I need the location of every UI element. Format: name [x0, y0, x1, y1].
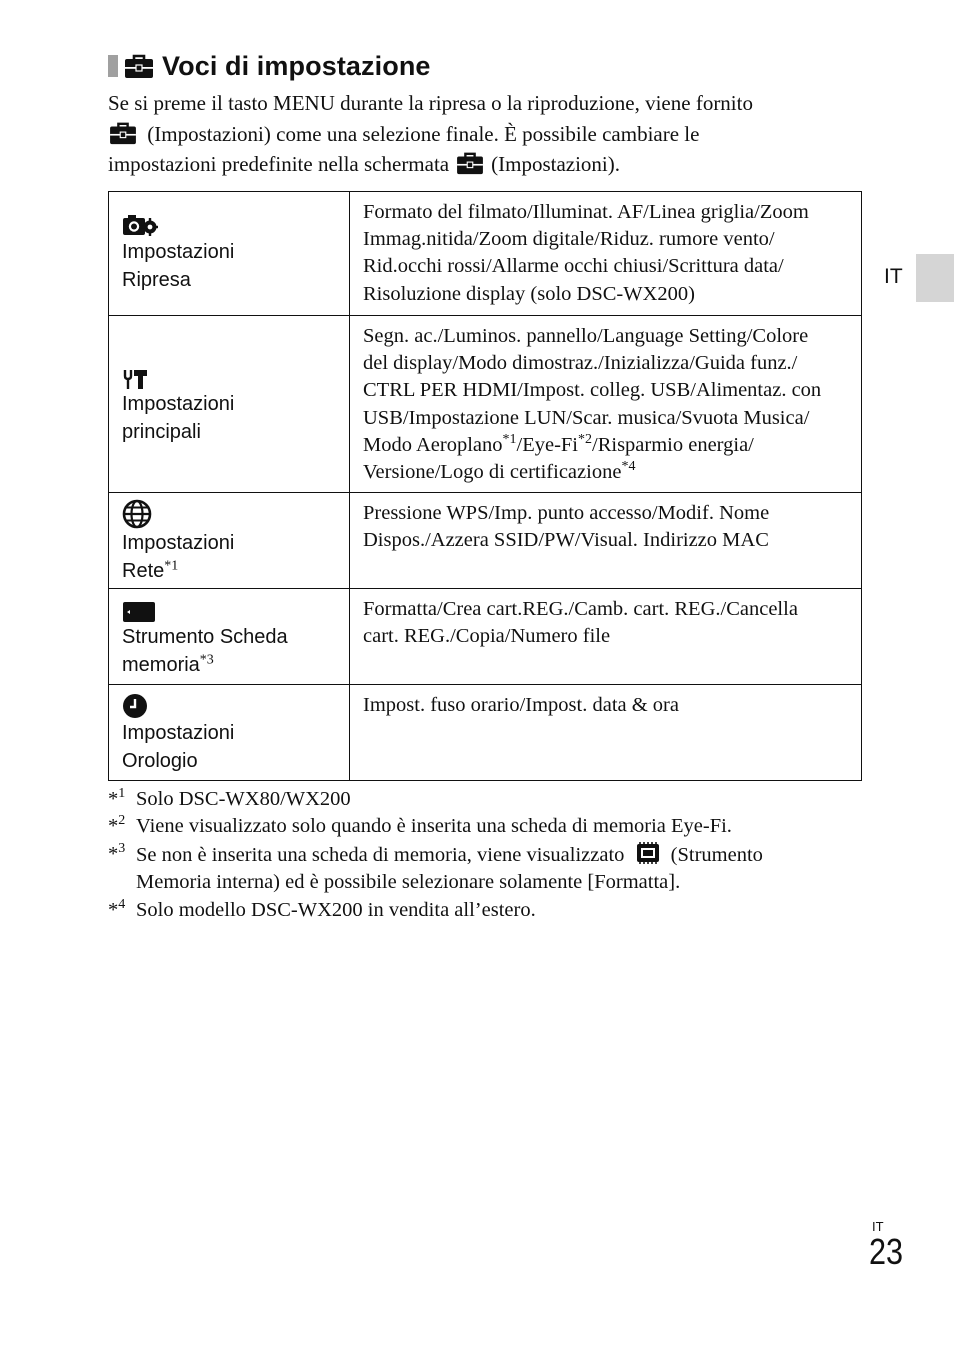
category-cell — [109, 589, 350, 685]
footnote-ref: *3 — [199, 652, 214, 668]
category-label — [122, 651, 339, 679]
intro-line-3-text-a: impostazioni predefinite nella schermata — [108, 152, 450, 176]
footnote-text: Solo modello DSC-WX200 in vendita all’estero. — [136, 898, 536, 921]
heading-bar — [108, 55, 118, 77]
description-line: Formatta/Crea cart.REG./Camb. cart. REG./Cancella — [363, 598, 798, 620]
category-label: Impostazioni — [122, 241, 235, 263]
page-number: 23 — [869, 1231, 904, 1272]
footnote-mark — [108, 897, 136, 924]
description-line: Immag.nitida/Zoom digitale/Riduz. rumore vento/ — [363, 228, 775, 251]
footnote-number: 3 — [118, 840, 126, 856]
toolbox-icon — [108, 121, 138, 145]
table-row — [109, 589, 862, 685]
description-line: Formato del filmato/Illuminat. AF/Linea griglia/Zoom — [363, 201, 809, 223]
footnote-text — [136, 841, 763, 869]
footnote-star: * — [108, 842, 119, 865]
category-cell — [109, 493, 350, 589]
footnote-ref: *1 — [164, 558, 179, 574]
description-cell — [350, 589, 862, 685]
footnotes — [108, 786, 868, 924]
clock-icon — [122, 693, 148, 719]
category-label: Impostazioni — [122, 532, 235, 554]
category-label-text: Rete — [122, 560, 165, 582]
description-cell — [350, 685, 862, 781]
footnote-number: 1 — [118, 786, 126, 802]
description-cell — [350, 192, 862, 316]
description-line — [363, 432, 851, 459]
wrench-tool-icon — [122, 368, 148, 390]
footnote-text: Memoria interna) ed è possibile selezionare solamente [Formatta]. — [136, 871, 681, 894]
category-label-text: memoria — [122, 654, 200, 676]
category-label: Ripresa — [122, 269, 191, 291]
footnote-mark — [108, 786, 136, 813]
category-label: Orologio — [122, 750, 198, 772]
footnote-star: * — [108, 788, 119, 810]
category-label — [122, 557, 339, 585]
intro-line-2 — [108, 119, 868, 150]
description-line: Segn. ac./Luminos. pannello/Language Setting/Colore — [363, 325, 809, 347]
footnote-2 — [108, 813, 868, 840]
table-row — [109, 316, 862, 493]
category-cell — [109, 316, 350, 493]
footnote-ref: *2 — [578, 431, 592, 447]
footnote-ref: *1 — [502, 431, 517, 447]
internal-memory-icon — [634, 841, 662, 865]
category-cell — [109, 685, 350, 781]
footnote-ref: *4 — [621, 459, 636, 475]
globe-icon — [122, 499, 152, 529]
footnote-number: 2 — [118, 813, 126, 829]
camera-settings-icon — [122, 212, 158, 238]
intro-line-3 — [108, 149, 868, 180]
description-line: CTRL PER HDMI/Impost. colleg. USB/Alimentaz. con — [363, 379, 822, 402]
intro-line-1: Se si preme il tasto MENU durante la ripresa o la riproduzione, viene fornito — [108, 91, 753, 115]
description-text: /Eye-Fi — [516, 433, 578, 456]
page-title: Voci di impostazione — [162, 50, 431, 81]
toolbox-icon — [455, 151, 485, 175]
description-line — [363, 459, 851, 486]
footnote-star: * — [108, 815, 119, 838]
footnote-3-cont — [108, 869, 868, 896]
footnote-text: Viene visualizzato solo quando è inserita una scheda di memoria Eye-Fi. — [136, 815, 732, 838]
footnote-text-b: (Strumento — [670, 843, 763, 866]
footnote-text-a: Se non è inserita una scheda di memoria, viene visualizzato — [136, 843, 625, 866]
intro-paragraph — [108, 88, 868, 180]
description-line: Risoluzione display (solo DSC-WX200) — [363, 282, 695, 305]
settings-table — [108, 191, 862, 781]
category-label: principali — [122, 421, 201, 443]
language-tab-label: IT — [884, 265, 903, 288]
description-line: Pressione WPS/Imp. punto accesso/Modif. Nome — [363, 502, 770, 524]
toolbox-icon — [124, 53, 154, 79]
description-text: Versione/Logo di certificazione — [363, 461, 622, 484]
footnote-1 — [108, 786, 868, 813]
description-cell — [350, 316, 862, 493]
memory-card-icon — [122, 601, 156, 623]
footnote-3 — [108, 841, 868, 869]
description-text: Modo Aeroplano — [363, 433, 503, 456]
table-row — [109, 192, 862, 316]
footnote-star: * — [108, 898, 119, 921]
language-tab — [916, 254, 954, 302]
footnote-mark — [108, 841, 136, 869]
table-row — [109, 685, 862, 781]
section-heading — [108, 48, 431, 84]
table-row — [109, 493, 862, 589]
description-line: Impost. fuso orario/Impost. data & ora — [363, 694, 679, 716]
category-cell — [109, 192, 350, 316]
description-line: Rid.occhi rossi/Allarme occhi chiusi/Scrittura data/ — [363, 255, 784, 278]
intro-line-2-text: (Impostazioni) come una selezione finale. È possibile cambiare le — [147, 121, 700, 146]
description-line: Dispos./Azzera SSID/PW/Visual. Indirizzo MAC — [363, 529, 769, 552]
description-text: /Risparmio energia/ — [592, 433, 754, 456]
intro-line-3-text-b: (Impostazioni). — [491, 152, 621, 176]
footnote-number: 4 — [118, 896, 126, 912]
footnote-mark — [108, 813, 136, 840]
footnote-4 — [108, 897, 868, 924]
description-line: USB/Impostazione LUN/Scar. musica/Svuota Musica/ — [363, 406, 810, 429]
description-cell — [350, 493, 862, 589]
description-line: del display/Modo dimostraz./Inizializza/Guida funz./ — [363, 352, 798, 375]
category-label: Impostazioni — [122, 393, 235, 415]
description-line: cart. REG./Copia/Numero file — [363, 625, 611, 648]
page-language: IT — [872, 1219, 884, 1234]
category-label: Impostazioni — [122, 722, 235, 744]
category-label: Strumento Scheda — [122, 626, 288, 648]
footnote-text: Solo DSC-WX80/WX200 — [136, 788, 351, 810]
